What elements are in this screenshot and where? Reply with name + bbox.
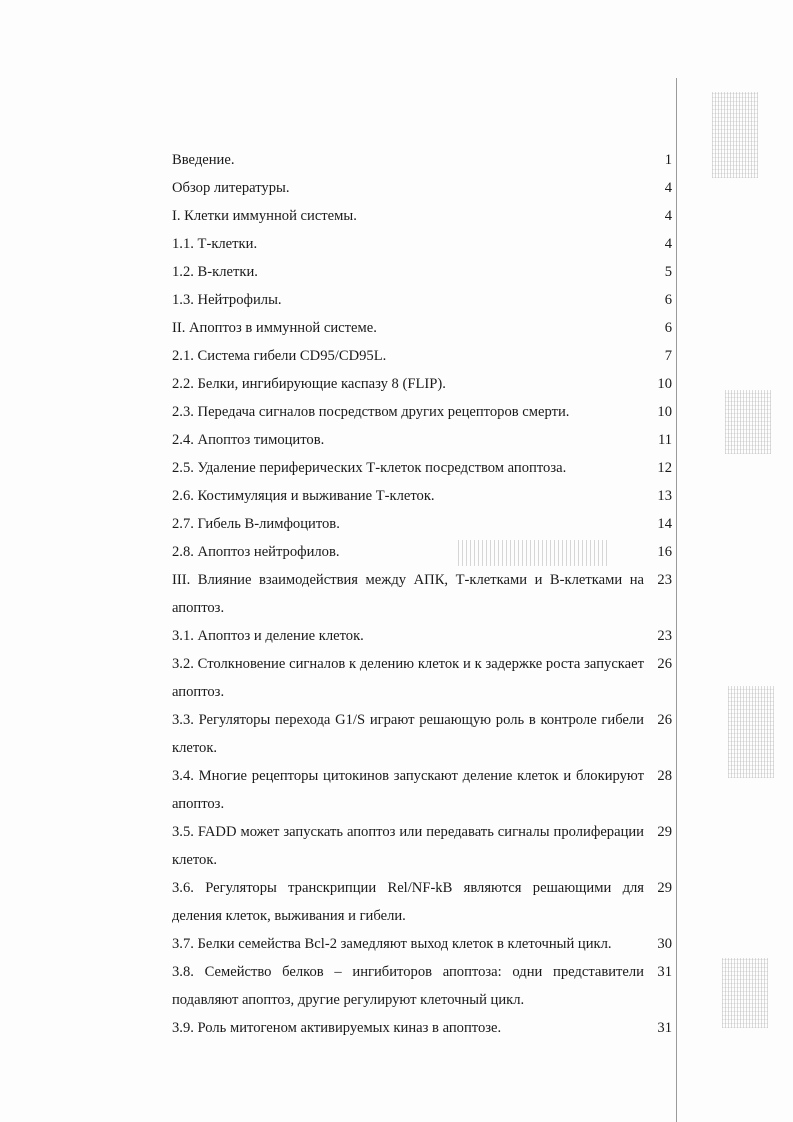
toc-entry [172,706,672,762]
toc-entry [172,230,672,258]
toc-entry [172,650,672,706]
toc-entry-page: 10 [657,376,672,392]
toc-entry-page: 26 [657,712,672,728]
toc-entry [172,398,672,426]
toc-entry-title: 2.6. Костимуляция и выживание Т-клеток. [172,488,435,504]
toc-entry [172,174,672,202]
toc-entry-title: Введение. [172,152,235,168]
toc-entry-title: 2.7. Гибель В-лимфоцитов. [172,516,340,532]
toc-entry-page: 7 [664,348,672,364]
scan-noise [722,958,768,1028]
toc-entry-title: 3.7. Белки семейства Bcl-2 замедляют выход клеток в клеточный цикл. [172,936,612,952]
table-of-contents [172,146,672,1042]
toc-entry [172,930,672,958]
toc-entry-page: 31 [657,964,672,980]
toc-entry [172,622,672,650]
toc-entry-title: 3.3. Регуляторы перехода G1/S играют решающую роль в контроле гибели клеток. [172,712,644,756]
toc-entry-title: 1.1. Т-клетки. [172,236,258,252]
toc-entry-page: 12 [657,460,672,476]
scan-border-line [676,78,677,1122]
toc-entry-title: 2.5. Удаление периферических Т-клеток посредством апоптоза. [172,460,567,476]
toc-entry-title: 3.8. Семейство белков – ингибиторов апоптоза: одни представители подавляют апоптоз, другие регулируют клеточный цикл. [172,964,644,1008]
toc-entry [172,762,672,818]
toc-entry-page: 23 [657,572,672,588]
toc-entry-title: 3.1. Апоптоз и деление клеток. [172,628,364,644]
toc-entry-page: 26 [657,656,672,672]
toc-entry [172,146,672,174]
toc-entry [172,286,672,314]
toc-entry [172,538,672,566]
toc-entry-page: 1 [664,152,672,168]
toc-entry-title: 1.3. Нейтрофилы. [172,292,282,308]
toc-entry-page: 31 [657,1020,672,1036]
toc-entry-title: 1.2. В-клетки. [172,264,258,280]
toc-entry [172,370,672,398]
toc-entry-page: 10 [657,404,672,420]
toc-entry-page: 6 [664,320,672,336]
toc-entry-page: 14 [657,516,672,532]
toc-entry-page: 16 [657,544,672,560]
toc-entry-page: 29 [657,824,672,840]
toc-entry [172,874,672,930]
toc-entry-title: 3.2. Столкновение сигналов к делению клеток и к задержке роста запускает апоптоз. [172,656,644,700]
toc-entry-page: 23 [657,628,672,644]
toc-entry [172,1014,672,1042]
toc-entry-title: 2.8. Апоптоз нейтрофилов. [172,544,340,560]
toc-entry-title: 3.9. Роль митогеном активируемых киназ в апоптозе. [172,1020,502,1036]
toc-entry-page: 29 [657,880,672,896]
toc-entry-page: 11 [657,432,672,448]
toc-entry-page: 4 [664,180,672,196]
scan-noise [728,686,774,778]
toc-entry-title: 3.5. FADD может запускать апоптоз или передавать сигналы пролиферации клеток. [172,824,644,868]
toc-entry [172,342,672,370]
toc-entry-page: 30 [657,936,672,952]
toc-entry [172,426,672,454]
scan-noise [725,390,771,454]
toc-entry [172,454,672,482]
toc-entry-page: 28 [657,768,672,784]
toc-entry [172,482,672,510]
toc-entry-page: 5 [664,264,672,280]
toc-entry-title: 2.4. Апоптоз тимоцитов. [172,432,325,448]
toc-entry-title: 3.6. Регуляторы транскрипции Rel/NF-kB являются решающими для деления клеток, выживания и гибели. [172,880,644,924]
toc-entry [172,202,672,230]
toc-entry-title: Обзор литературы. [172,180,290,196]
toc-entry [172,258,672,286]
toc-entry-page: 4 [664,236,672,252]
toc-entry [172,958,672,1014]
toc-entry [172,566,672,622]
toc-entry-page: 13 [657,488,672,504]
scan-noise [712,92,758,178]
toc-entry-title: III. Влияние взаимодействия между АПК, Т-клетками и В-клетками на апоптоз. [172,572,644,616]
toc-entry-title: 2.2. Белки, ингибирующие каспазу 8 (FLIP). [172,376,446,392]
toc-entry-page: 6 [664,292,672,308]
toc-entry-title: II. Апоптоз в иммунной системе. [172,320,377,336]
toc-entry [172,510,672,538]
toc-entry [172,314,672,342]
toc-entry-title: 2.3. Передача сигналов посредством других рецепторов смерти. [172,404,570,420]
toc-entry-title: 2.1. Система гибели CD95/CD95L. [172,348,387,364]
toc-entry-page: 4 [664,208,672,224]
toc-entry-title: I. Клетки иммунной системы. [172,208,357,224]
toc-entry [172,818,672,874]
toc-entry-title: 3.4. Многие рецепторы цитокинов запускают деление клеток и блокируют апоптоз. [172,768,644,812]
